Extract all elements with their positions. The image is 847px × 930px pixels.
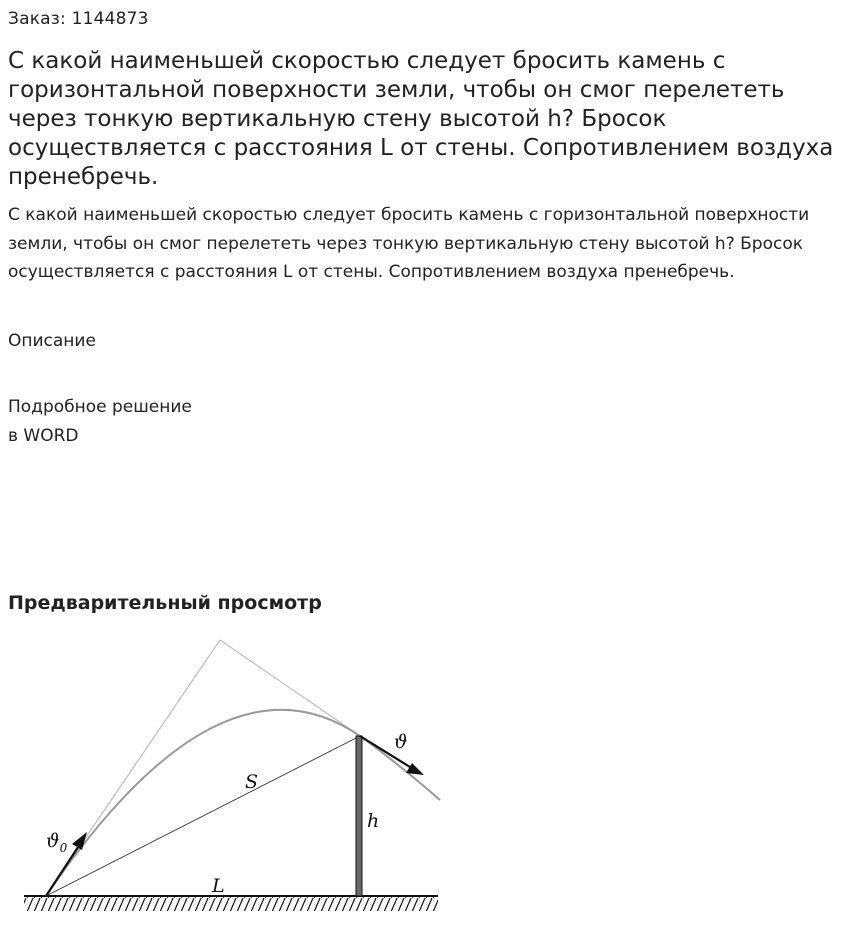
description-label: Описание bbox=[8, 331, 96, 351]
preview-heading: Предварительный просмотр bbox=[8, 592, 322, 614]
distance-l-label: L bbox=[212, 875, 225, 897]
wall-velocity-label: ϑ bbox=[394, 731, 408, 753]
tangent-line-wall bbox=[220, 640, 360, 736]
chord-s-label: S bbox=[245, 771, 259, 793]
description-value bbox=[8, 393, 308, 451]
problem-text: С какой наименьшей скоростью следует бросить камень с горизонтальной поверхности земли, чтобы он смог перелететь через тонкую вертикальную стену высотой h? Бросок осуществляется с расстояния L от стены. Сопротивлением воздуха пренебречь. bbox=[8, 205, 810, 282]
initial-velocity-arrowhead bbox=[72, 832, 87, 850]
problem-title: С какой наименьшей скоростью следует бросить камень с горизонтальной поверхности земли, чтобы он смог перелететь через тонкую вертикальную стену высотой h? Бросок осуществляется с расстояния L от стены. Сопротивлением воздуха пренебречь. bbox=[8, 48, 834, 190]
wall-height-label: h bbox=[367, 810, 380, 832]
ground-hatching bbox=[24, 897, 438, 911]
wall bbox=[356, 736, 362, 896]
initial-velocity-label: $ϑ_0$ bbox=[46, 830, 68, 855]
wall-velocity-arrow bbox=[360, 736, 418, 772]
description-line-1: Подробное решение bbox=[8, 397, 192, 417]
description-line-2: в WORD bbox=[8, 426, 79, 446]
projectile-diagram bbox=[20, 632, 450, 917]
trajectory-curve bbox=[46, 710, 440, 896]
chord-s-line bbox=[46, 736, 360, 896]
order-number: Заказ: 1144873 bbox=[8, 9, 149, 29]
wall-velocity-arrowhead bbox=[406, 763, 424, 775]
